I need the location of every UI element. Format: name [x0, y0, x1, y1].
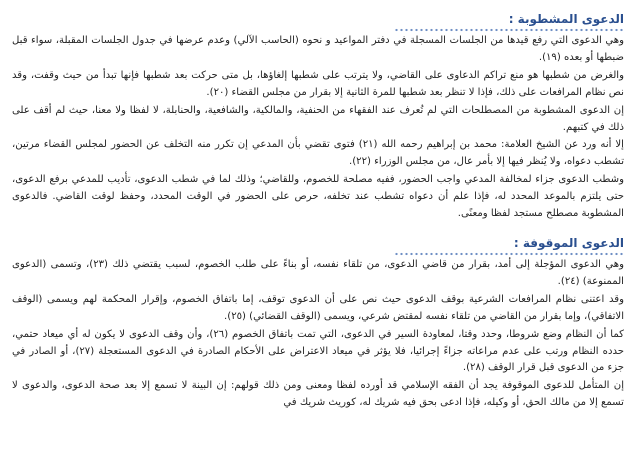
heading-text: الدعوى الموقوفة :	[513, 235, 624, 250]
section-struck-off-lawsuit	[12, 10, 624, 223]
paragraph: إن المتأمل للدعوى الموقوفة يجد أن الفقه الإسلامي قد أورده لفظا ومعنى ومن ذلك قولهم: إن البينة لا تسمع إلا بعد صحة الدعوى، والدعوى لا تسمع إلا من مالك الحق، أو وكيله، فإذا ادعى بحق فيه شريك له، كوريث شريك في	[12, 380, 624, 409]
heading-dotted-underline	[394, 28, 624, 32]
section-heading	[12, 234, 624, 256]
heading-dotted-underline	[394, 252, 624, 256]
paragraph: وشطب الدعوى جزاء لمخالفة المدعي واجب الحضور، ففيه مصلحة للخصوم، وللقاضي؛ وذلك لما في شطب الدعوى، تأديب للمدعي برفع الدعوى، حتى يلتزم بالموعد المحدد له، فإذا علم أن دعواه تشطب عند تخلفه، حرص على الحضور في الوقت المحدد، وحفظ لوقت القاضي. فالدعوى المشطوبة مصطلح مستجد لفظا ومعنًى.	[12, 174, 624, 220]
paragraph: والغرض من شطبها هو منع تراكم الدعاوى على القاضي، ولا يترتب على شطبها إلغاؤها، بل متى حركت بعد شطبها فإنها تبدأ من حيث وقفت، وقد نص نظام المرافعات على ذلك، فإذا لا تنظر بعد شطبها للمرة الثانية إلا بقرار من مجلس القضاء (٢٠).	[12, 69, 624, 98]
paragraph: وقد اعتنى نظام المرافعات الشرعية بوقف الدعوى حيث نص على أن الدعوى توقف، إما باتفاق الخصوم، وإقرار المحكمة لهم ويسمى (الوقف الاتفاقي)، وإما بقرار من القاضي من تلقاء نفسه لمقتض شرعي، ويسمى (الوقف القضائي) (٢٥).	[12, 293, 624, 322]
section-suspended-lawsuit	[12, 234, 624, 412]
paragraph: وهي الدعوى التي رفع قيدها من الجلسات المسجلة في دفتر المواعيد و نحوه (الحاسب الآلي) وعدم عرضها في جدول الجلسات المقبلة، سواء قبل ضبطها أو بعده (١٩).	[12, 35, 624, 63]
paragraph: إلا أنه ورد عن الشيخ العلامة: محمد بن إبراهيم رحمه الله (٢١) فتوى تقضي بأن المدعي إن تكرر منه التخلف عن الحضور لمجلس القضاء مرتين، تشطب دعواه، ولا يُنظر فيها إلا بأمر عال، من مجلس الوزراء (٢٢).	[12, 139, 624, 168]
paragraph: كما أن النظام وضع شروطا، وحدد وقتا، لمعاودة السير في الدعوى، التي تمت باتفاق الخصوم (٢٦)، وأن وقف الدعوى لا يكون له أي ميعاد حتمي، حدده النظام ورتب على عدم مراعاته جزاءً إجرائيا، فلا يؤثر في ميعاد الاعتراض على الأحكام الصادرة في الدعوى المستعجلة (٢٧)، أو الصادر في جزء من الدعوى قبل قرار الوقف (٢٨).	[12, 328, 624, 374]
paragraph: وهي الدعوى المؤجلة إلى أمد، بقرار من قاضي الدعوى، من تلقاء نفسه، أو بناءً على طلب الخصوم، لسبب يقتضي ذلك (٢٣)، وتسمى (الدعوى الممنوعة) (٢٤).	[12, 258, 624, 287]
paragraph: إن الدعوى المشطوبة من المصطلحات التي لم تُعرف عند الفقهاء من الحنفية، والمالكية، والشافعية، والحنابلة، لا لفظا ولا معنا، حيث لم أقف على ذلك في كتبهم.	[12, 104, 624, 133]
heading-text: الدعوى المشطوبة :	[508, 12, 624, 26]
section-heading	[12, 10, 624, 32]
